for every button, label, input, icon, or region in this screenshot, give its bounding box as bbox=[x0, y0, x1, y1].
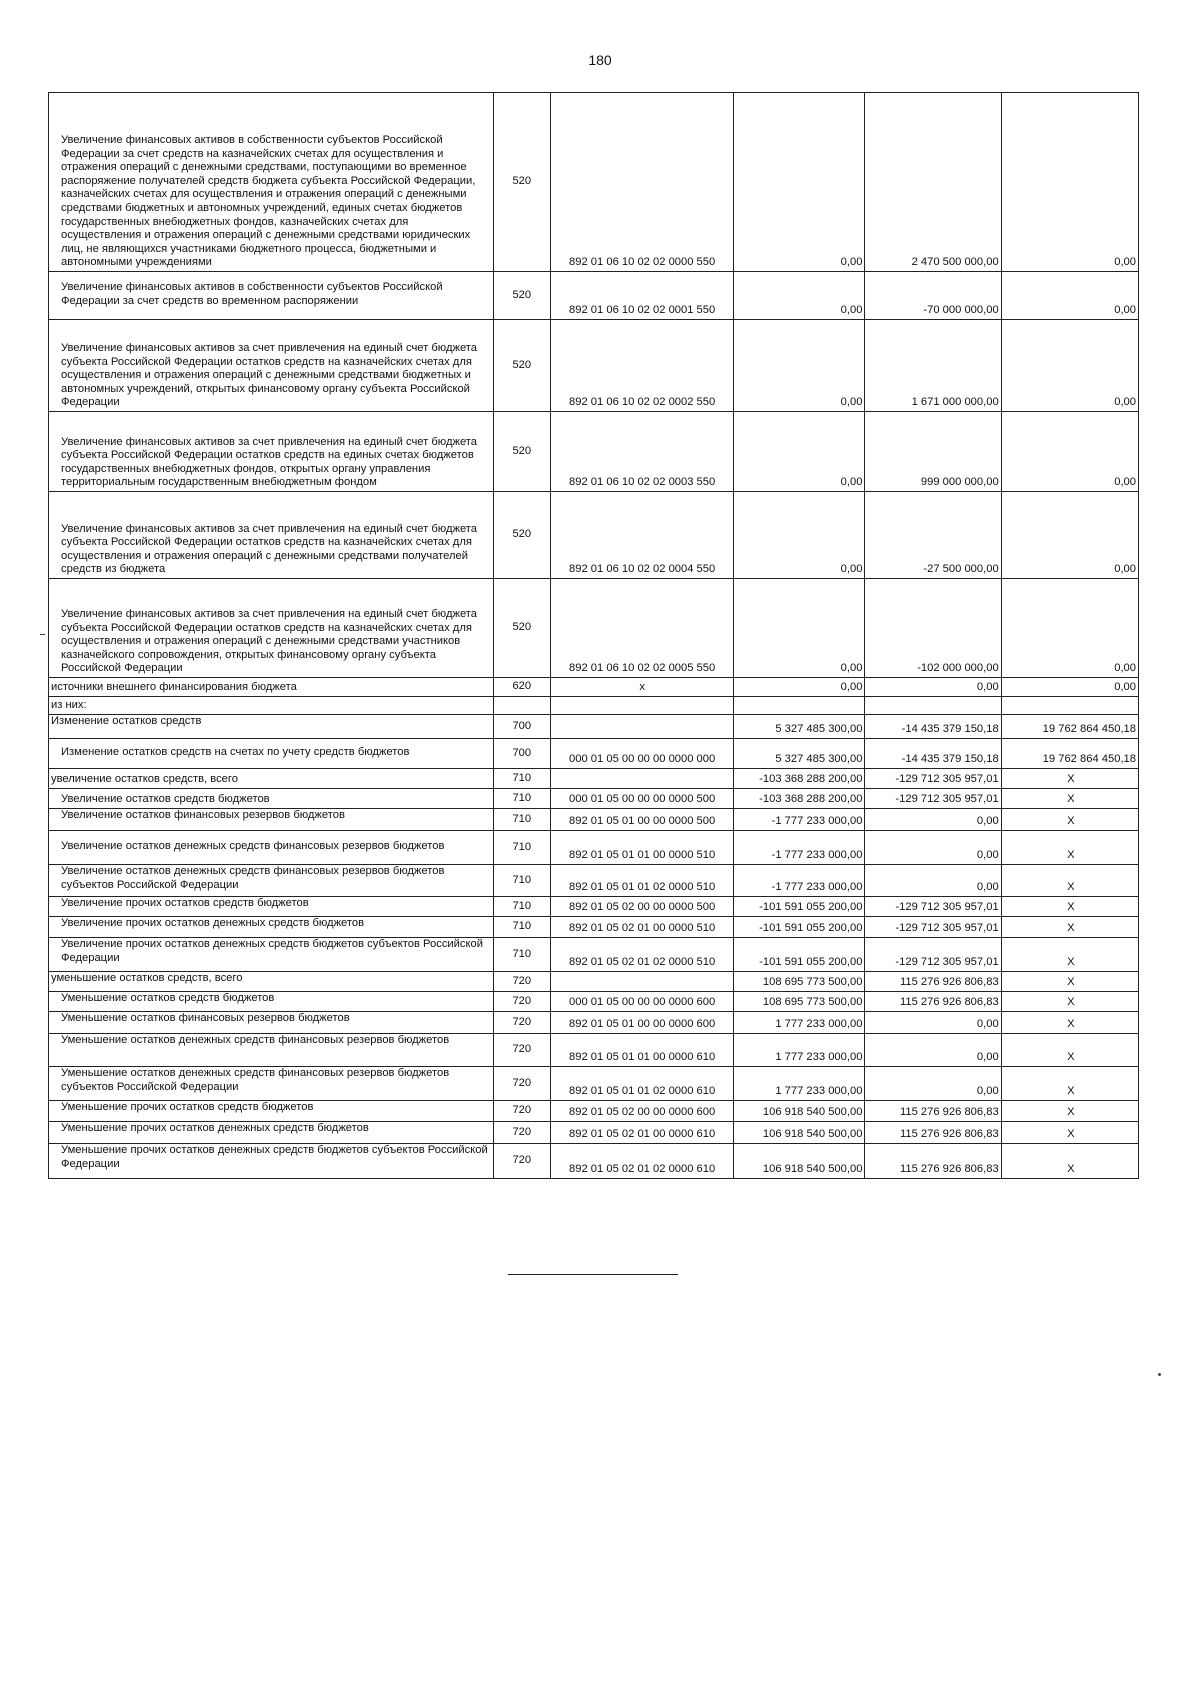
row-unexecuted-value: X bbox=[1001, 992, 1138, 1012]
row-approved-value: -101 591 055 200,00 bbox=[734, 938, 865, 972]
row-name: уменьшение остатков средств, всего bbox=[49, 972, 494, 992]
table-body bbox=[49, 93, 1139, 1179]
row-line-code: 520 bbox=[493, 93, 550, 272]
row-source-code bbox=[550, 769, 733, 789]
row-executed-value: -27 500 000,00 bbox=[865, 492, 1001, 579]
row-name: Увеличение финансовых активов за счет привлечения на единый счет бюджета субъекта Российской Федерации остатков средств на единых счетах бюджетов государственных внебюджетных фондов, открытых органу управления территориальным государственным внебюджетным фондом bbox=[49, 412, 494, 492]
row-name: Увеличение финансовых активов в собственности субъектов Российской Федерации за счет средств на казначейских счетах для осуществления и отражения операций с денежными средствами, поступающими во временное распоряжение получателей средств бюджета субъекта Российской Федерации, казначейских счетах для осуществления и отражения операций с денежными средствами бюджетных и автономных учреждений, единых счетах бюджетов государственных внебюджетных фондов, казначейских счетах для осуществления и отражения операций с денежными средствами юридических лиц, не являющихся участниками бюджетного процесса, бюджетными и автономными учреждениями bbox=[49, 93, 494, 272]
row-name: Уменьшение остатков денежных средств финансовых резервов бюджетов субъектов Российской Федерации bbox=[49, 1067, 494, 1101]
row-unexecuted-value: X bbox=[1001, 1122, 1138, 1144]
row-approved-value: 106 918 540 500,00 bbox=[734, 1122, 865, 1144]
row-source-code: 892 01 05 02 01 02 0000 610 bbox=[550, 1144, 733, 1179]
scan-speck bbox=[1158, 1373, 1161, 1376]
row-unexecuted-value: 19 762 864 450,18 bbox=[1001, 715, 1138, 739]
row-line-code: 720 bbox=[493, 1034, 550, 1067]
row-unexecuted-value: X bbox=[1001, 809, 1138, 831]
row-line-code: 710 bbox=[493, 831, 550, 865]
row-approved-value: 0,00 bbox=[734, 272, 865, 320]
table-row bbox=[49, 678, 1139, 697]
table-row bbox=[49, 972, 1139, 992]
row-name: из них: bbox=[49, 697, 494, 715]
table-row bbox=[49, 1067, 1139, 1101]
row-line-code: 720 bbox=[493, 1144, 550, 1179]
row-line-code: 710 bbox=[493, 917, 550, 938]
row-name: Увеличение прочих остатков средств бюджетов bbox=[49, 897, 494, 917]
row-source-code: 892 01 06 10 02 02 0003 550 bbox=[550, 412, 733, 492]
row-name: увеличение остатков средств, всего bbox=[49, 769, 494, 789]
row-executed-value: 115 276 926 806,83 bbox=[865, 1144, 1001, 1179]
row-source-code: 892 01 05 01 00 00 0000 500 bbox=[550, 809, 733, 831]
row-approved-value: -101 591 055 200,00 bbox=[734, 917, 865, 938]
table-row bbox=[49, 272, 1139, 320]
row-approved-value: 0,00 bbox=[734, 492, 865, 579]
table-row bbox=[49, 897, 1139, 917]
row-approved-value: -103 368 288 200,00 bbox=[734, 789, 865, 809]
row-name: Увеличение прочих остатков денежных средств бюджетов субъектов Российской Федерации bbox=[49, 938, 494, 972]
table-row bbox=[49, 715, 1139, 739]
row-executed-value: 0,00 bbox=[865, 1067, 1001, 1101]
row-source-code: x bbox=[550, 678, 733, 697]
row-executed-value: -70 000 000,00 bbox=[865, 272, 1001, 320]
row-source-code: 892 01 05 01 01 00 0000 510 bbox=[550, 831, 733, 865]
row-executed-value: 115 276 926 806,83 bbox=[865, 1122, 1001, 1144]
footer-rule bbox=[508, 1274, 678, 1275]
row-unexecuted-value: 0,00 bbox=[1001, 272, 1138, 320]
row-name: источники внешнего финансирования бюджета bbox=[49, 678, 494, 697]
row-approved-value: 1 777 233 000,00 bbox=[734, 1067, 865, 1101]
table-row bbox=[49, 739, 1139, 769]
row-source-code: 892 01 05 01 01 02 0000 510 bbox=[550, 865, 733, 897]
row-name: Уменьшение прочих остатков денежных средств бюджетов субъектов Российской Федерации bbox=[49, 1144, 494, 1179]
table-row bbox=[49, 492, 1139, 579]
row-unexecuted-value: X bbox=[1001, 1012, 1138, 1034]
table-row bbox=[49, 865, 1139, 897]
row-executed-value: -14 435 379 150,18 bbox=[865, 715, 1001, 739]
page-number: 180 bbox=[588, 52, 612, 68]
row-name: Уменьшение прочих остатков средств бюджетов bbox=[49, 1101, 494, 1122]
row-executed-value: 1 671 000 000,00 bbox=[865, 320, 1001, 412]
row-source-code: 000 01 05 00 00 00 0000 600 bbox=[550, 992, 733, 1012]
row-line-code: 720 bbox=[493, 1122, 550, 1144]
row-source-code: 892 01 06 10 02 02 0000 550 bbox=[550, 93, 733, 272]
row-line-code: 520 bbox=[493, 412, 550, 492]
row-name: Уменьшение остатков финансовых резервов бюджетов bbox=[49, 1012, 494, 1034]
row-approved-value: -103 368 288 200,00 bbox=[734, 769, 865, 789]
row-line-code: 520 bbox=[493, 579, 550, 678]
row-executed-value: 0,00 bbox=[865, 831, 1001, 865]
row-executed-value: 2 470 500 000,00 bbox=[865, 93, 1001, 272]
row-approved-value bbox=[734, 697, 865, 715]
row-executed-value: 115 276 926 806,83 bbox=[865, 972, 1001, 992]
row-line-code: 520 bbox=[493, 272, 550, 320]
row-unexecuted-value: X bbox=[1001, 1144, 1138, 1179]
row-source-code: 892 01 05 02 00 00 0000 500 bbox=[550, 897, 733, 917]
row-source-code bbox=[550, 697, 733, 715]
row-line-code: 720 bbox=[493, 1067, 550, 1101]
table-row bbox=[49, 412, 1139, 492]
row-name: Увеличение остатков денежных средств финансовых резервов бюджетов bbox=[49, 831, 494, 865]
row-source-code bbox=[550, 715, 733, 739]
table-row bbox=[49, 809, 1139, 831]
row-unexecuted-value: X bbox=[1001, 1067, 1138, 1101]
row-source-code: 892 01 05 02 00 00 0000 600 bbox=[550, 1101, 733, 1122]
row-executed-value: 115 276 926 806,83 bbox=[865, 992, 1001, 1012]
row-line-code: 720 bbox=[493, 1101, 550, 1122]
row-line-code: 710 bbox=[493, 897, 550, 917]
row-name: Увеличение остатков денежных средств финансовых резервов бюджетов субъектов Российской Федерации bbox=[49, 865, 494, 897]
row-unexecuted-value: 0,00 bbox=[1001, 579, 1138, 678]
row-unexecuted-value: 0,00 bbox=[1001, 678, 1138, 697]
row-approved-value: -1 777 233 000,00 bbox=[734, 831, 865, 865]
row-executed-value: -129 712 305 957,01 bbox=[865, 769, 1001, 789]
table-row bbox=[49, 320, 1139, 412]
row-approved-value: 0,00 bbox=[734, 93, 865, 272]
row-source-code: 892 01 06 10 02 02 0004 550 bbox=[550, 492, 733, 579]
row-approved-value: 5 327 485 300,00 bbox=[734, 715, 865, 739]
row-line-code: 710 bbox=[493, 938, 550, 972]
row-executed-value bbox=[865, 697, 1001, 715]
row-executed-value: 0,00 bbox=[865, 678, 1001, 697]
row-executed-value: 0,00 bbox=[865, 1012, 1001, 1034]
scan-speck bbox=[40, 634, 45, 635]
row-approved-value: 0,00 bbox=[734, 412, 865, 492]
row-unexecuted-value: X bbox=[1001, 769, 1138, 789]
table-row bbox=[49, 1101, 1139, 1122]
row-source-code: 892 01 05 01 01 02 0000 610 bbox=[550, 1067, 733, 1101]
table-row bbox=[49, 917, 1139, 938]
row-name: Увеличение финансовых активов в собственности субъектов Российской Федерации за счет средств во временном распоряжении bbox=[49, 272, 494, 320]
row-executed-value: -129 712 305 957,01 bbox=[865, 897, 1001, 917]
row-line-code: 700 bbox=[493, 715, 550, 739]
row-name: Увеличение остатков средств бюджетов bbox=[49, 789, 494, 809]
row-source-code: 892 01 05 02 01 00 0000 510 bbox=[550, 917, 733, 938]
row-unexecuted-value: 0,00 bbox=[1001, 320, 1138, 412]
row-name: Увеличение финансовых активов за счет привлечения на единый счет бюджета субъекта Российской Федерации остатков средств на казначейских счетах для осуществления и отражения операций с денежными средствами получателей средств из бюджета bbox=[49, 492, 494, 579]
table-row bbox=[49, 93, 1139, 272]
row-approved-value: -1 777 233 000,00 bbox=[734, 809, 865, 831]
table-row bbox=[49, 992, 1139, 1012]
row-source-code: 892 01 06 10 02 02 0005 550 bbox=[550, 579, 733, 678]
row-source-code: 892 01 05 02 01 02 0000 510 bbox=[550, 938, 733, 972]
row-approved-value: -1 777 233 000,00 bbox=[734, 865, 865, 897]
financing-sources-table bbox=[48, 92, 1139, 1179]
row-unexecuted-value: X bbox=[1001, 865, 1138, 897]
row-approved-value: 1 777 233 000,00 bbox=[734, 1034, 865, 1067]
row-line-code: 710 bbox=[493, 865, 550, 897]
row-unexecuted-value bbox=[1001, 697, 1138, 715]
row-approved-value: 1 777 233 000,00 bbox=[734, 1012, 865, 1034]
row-line-code: 710 bbox=[493, 769, 550, 789]
row-unexecuted-value: X bbox=[1001, 897, 1138, 917]
row-unexecuted-value: X bbox=[1001, 1034, 1138, 1067]
row-approved-value: -101 591 055 200,00 bbox=[734, 897, 865, 917]
row-executed-value: -102 000 000,00 bbox=[865, 579, 1001, 678]
row-approved-value: 0,00 bbox=[734, 320, 865, 412]
row-line-code: 720 bbox=[493, 1012, 550, 1034]
row-executed-value: 0,00 bbox=[865, 865, 1001, 897]
row-name: Уменьшение остатков средств бюджетов bbox=[49, 992, 494, 1012]
row-approved-value: 108 695 773 500,00 bbox=[734, 992, 865, 1012]
row-unexecuted-value: 0,00 bbox=[1001, 93, 1138, 272]
row-name: Изменение остатков средств на счетах по учету средств бюджетов bbox=[49, 739, 494, 769]
row-executed-value: 0,00 bbox=[865, 809, 1001, 831]
table-row bbox=[49, 1034, 1139, 1067]
row-unexecuted-value: 0,00 bbox=[1001, 492, 1138, 579]
row-executed-value: -129 712 305 957,01 bbox=[865, 938, 1001, 972]
row-approved-value: 5 327 485 300,00 bbox=[734, 739, 865, 769]
table-row bbox=[49, 938, 1139, 972]
row-source-code: 000 01 05 00 00 00 0000 500 bbox=[550, 789, 733, 809]
row-executed-value: -129 712 305 957,01 bbox=[865, 917, 1001, 938]
row-approved-value: 108 695 773 500,00 bbox=[734, 972, 865, 992]
row-line-code bbox=[493, 697, 550, 715]
row-line-code: 720 bbox=[493, 992, 550, 1012]
row-source-code: 892 01 05 02 01 00 0000 610 bbox=[550, 1122, 733, 1144]
table-row bbox=[49, 697, 1139, 715]
row-unexecuted-value: X bbox=[1001, 972, 1138, 992]
row-name: Увеличение остатков финансовых резервов бюджетов bbox=[49, 809, 494, 831]
row-name: Уменьшение прочих остатков денежных средств бюджетов bbox=[49, 1122, 494, 1144]
row-source-code: 892 01 05 01 01 00 0000 610 bbox=[550, 1034, 733, 1067]
row-line-code: 520 bbox=[493, 320, 550, 412]
row-name: Увеличение финансовых активов за счет привлечения на единый счет бюджета субъекта Российской Федерации остатков средств на казначейских счетах для осуществления и отражения операций с денежными средствами бюджетных и автономных учреждений, открытых финансовому органу субъекта Российской Федерации bbox=[49, 320, 494, 412]
row-executed-value: -14 435 379 150,18 bbox=[865, 739, 1001, 769]
table-row bbox=[49, 579, 1139, 678]
row-unexecuted-value: 0,00 bbox=[1001, 412, 1138, 492]
row-name: Увеличение финансовых активов за счет привлечения на единый счет бюджета субъекта Российской Федерации остатков средств на казначейских счетах для осуществления и отражения операций с денежными средствами участников казначейского сопровождения, открытых финансовому органу субъекта Российской Федерации bbox=[49, 579, 494, 678]
table-row bbox=[49, 831, 1139, 865]
row-line-code: 710 bbox=[493, 789, 550, 809]
row-approved-value: 106 918 540 500,00 bbox=[734, 1101, 865, 1122]
row-unexecuted-value: 19 762 864 450,18 bbox=[1001, 739, 1138, 769]
row-name: Изменение остатков средств bbox=[49, 715, 494, 739]
row-executed-value: 0,00 bbox=[865, 1034, 1001, 1067]
row-source-code bbox=[550, 972, 733, 992]
row-executed-value: 115 276 926 806,83 bbox=[865, 1101, 1001, 1122]
row-line-code: 720 bbox=[493, 972, 550, 992]
row-line-code: 620 bbox=[493, 678, 550, 697]
row-approved-value: 106 918 540 500,00 bbox=[734, 1144, 865, 1179]
row-unexecuted-value: X bbox=[1001, 938, 1138, 972]
row-executed-value: -129 712 305 957,01 bbox=[865, 789, 1001, 809]
table-row bbox=[49, 1122, 1139, 1144]
row-approved-value: 0,00 bbox=[734, 678, 865, 697]
table-row bbox=[49, 1012, 1139, 1034]
row-unexecuted-value: X bbox=[1001, 789, 1138, 809]
row-source-code: 892 01 06 10 02 02 0002 550 bbox=[550, 320, 733, 412]
row-line-code: 700 bbox=[493, 739, 550, 769]
row-unexecuted-value: X bbox=[1001, 917, 1138, 938]
row-line-code: 710 bbox=[493, 809, 550, 831]
row-line-code: 520 bbox=[493, 492, 550, 579]
row-name: Уменьшение остатков денежных средств финансовых резервов бюджетов bbox=[49, 1034, 494, 1067]
row-executed-value: 999 000 000,00 bbox=[865, 412, 1001, 492]
row-approved-value: 0,00 bbox=[734, 579, 865, 678]
table-row bbox=[49, 789, 1139, 809]
row-source-code: 892 01 05 01 00 00 0000 600 bbox=[550, 1012, 733, 1034]
row-name: Увеличение прочих остатков денежных средств бюджетов bbox=[49, 917, 494, 938]
row-source-code: 892 01 06 10 02 02 0001 550 bbox=[550, 272, 733, 320]
table-row bbox=[49, 1144, 1139, 1179]
row-unexecuted-value: X bbox=[1001, 831, 1138, 865]
table-row bbox=[49, 769, 1139, 789]
row-unexecuted-value: X bbox=[1001, 1101, 1138, 1122]
row-source-code: 000 01 05 00 00 00 0000 000 bbox=[550, 739, 733, 769]
